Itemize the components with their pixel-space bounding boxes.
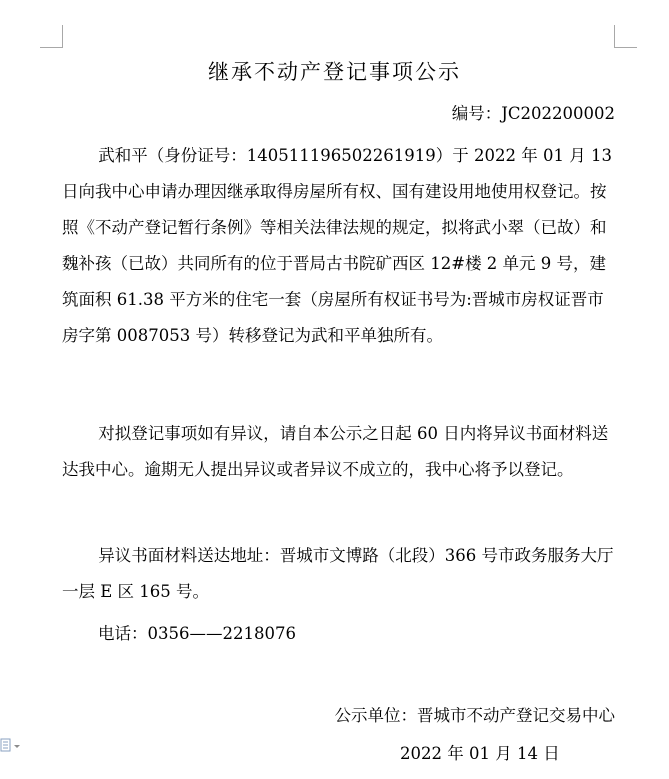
issue-date: 2022 年 01 月 14 日 (400, 744, 560, 763)
contact-phone: 电话：0356——2218076 (98, 624, 296, 643)
paragraph-objection (62, 416, 616, 488)
paragraph-objection-text: 对拟登记事项如有异议，请自本公示之日起 60 日内将异议书面材料送达我中心。逾期无人提出异议或者异议不成立的，我中心将予以登记。 (62, 424, 609, 479)
document-title: 继承不动产登记事项公示 (208, 60, 461, 84)
issuer-name: 公示单位：晋城市不动产登记交易中心 (334, 706, 615, 725)
page-corner-mark-top-left-icon (40, 25, 63, 48)
paragraph-application (62, 138, 616, 354)
paragraph-address-text: 异议书面材料送达地址：晋城市文博路（北段）366 号市政务服务大厅一层 E 区 165 号。 (62, 546, 614, 601)
paragraph-address (62, 538, 616, 610)
page-corner-mark-top-right-icon (614, 25, 637, 48)
document-icon[interactable] (0, 738, 22, 754)
document-number: 编号：JC202200002 (451, 104, 615, 123)
paragraph-application-text: 武和平（身份证号：140511196502261919）于 2022 年 01 月 13 日向我中心申请办理因继承取得房屋所有权、国有建设用地使用权登记。按照《不动产登记暂行条例》等相关法律法规的规定，拟将武小翠（已故）和魏补孩（已故）共同所有的位于晋局古书院矿西区 12#楼 2 单元 9 号，建筑面积 61.38 平方米的住宅一套（房屋所有权证书号为:晋城市房权证晋市房字第 0087053 号）转移登记为武和平单独所有。 (62, 146, 612, 345)
